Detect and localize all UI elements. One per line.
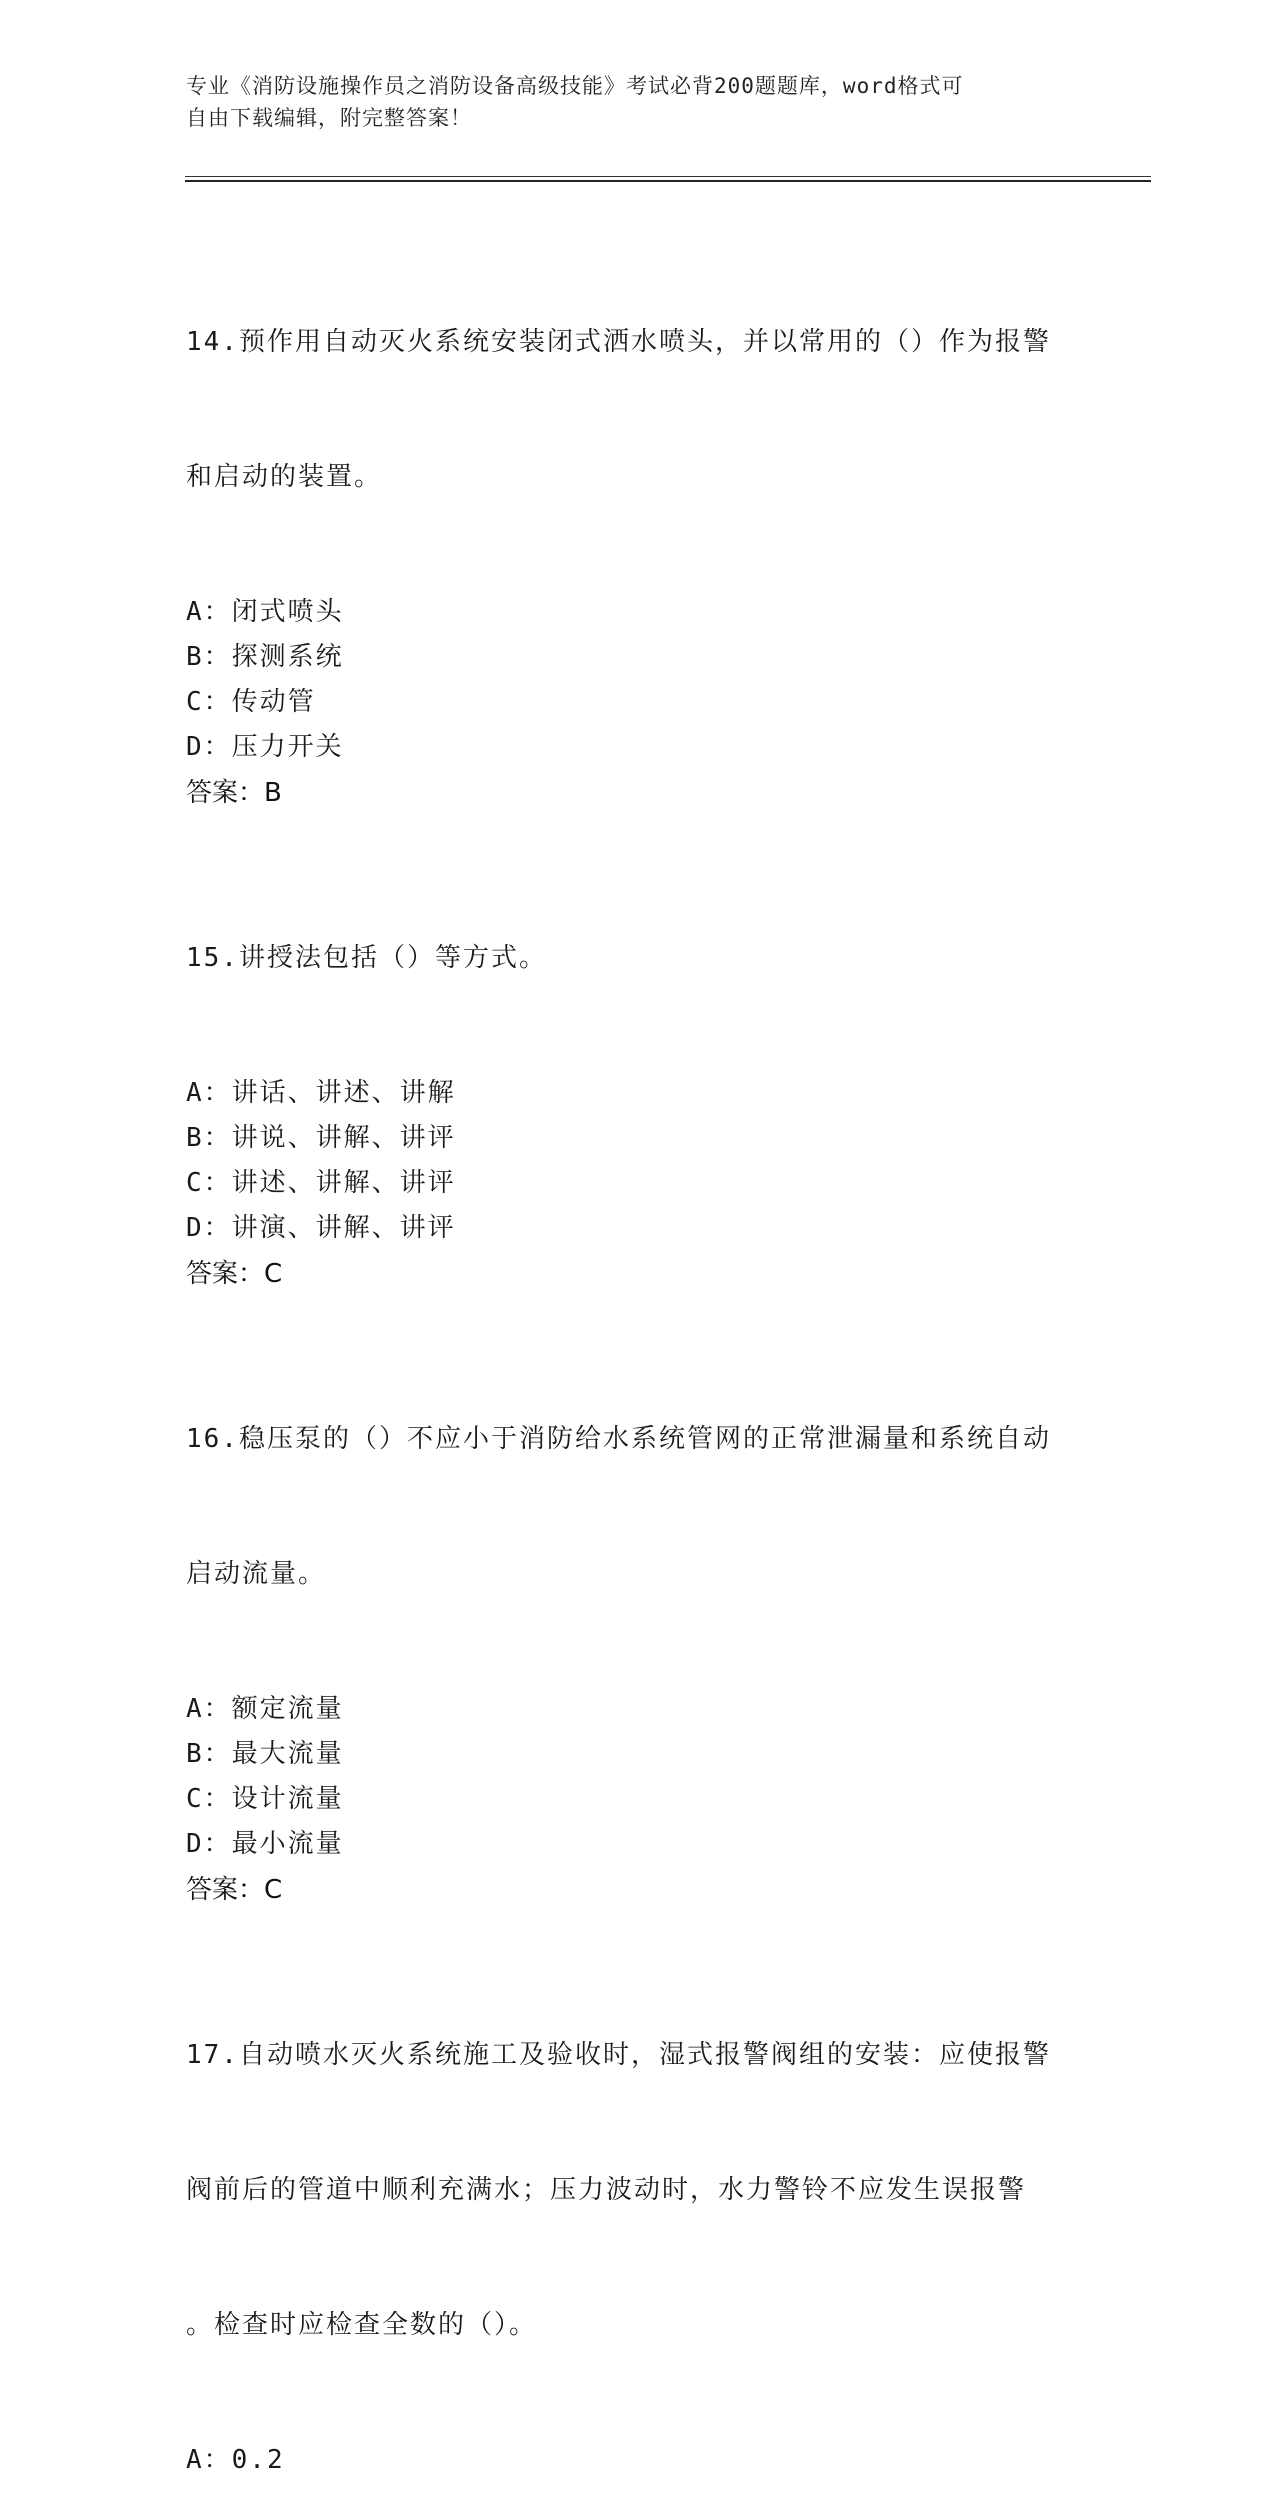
option-a bbox=[186, 590, 1086, 635]
question-17 bbox=[186, 1943, 1086, 2483]
option-text: 讲述、讲解、讲评 bbox=[231, 1168, 456, 1198]
option-letter: C： bbox=[186, 1168, 232, 1198]
answer-line: 答案：B bbox=[186, 778, 282, 808]
question-list bbox=[186, 230, 1086, 2513]
option-letter: C： bbox=[186, 1784, 232, 1814]
option-text: 传动管 bbox=[231, 687, 316, 717]
option-letter: A： bbox=[186, 2445, 232, 2475]
header-divider-thin bbox=[185, 176, 1151, 177]
header-line-2: 自由下载编辑，附完整答案！ bbox=[186, 106, 472, 130]
option-letter: A： bbox=[186, 1694, 232, 1724]
question-stem bbox=[186, 1327, 1086, 1687]
option-text: 设计流量 bbox=[231, 1784, 344, 1814]
option-c bbox=[186, 1777, 1086, 1822]
option-text: 探测系统 bbox=[231, 642, 344, 672]
option-letter: C： bbox=[186, 687, 232, 717]
option-d bbox=[186, 1206, 1086, 1251]
question-stem bbox=[186, 846, 1086, 1071]
option-text: 最大流量 bbox=[231, 1739, 344, 1769]
document-header bbox=[186, 70, 1066, 134]
option-b bbox=[186, 1732, 1086, 1777]
option-letter: D： bbox=[186, 732, 232, 762]
option-a bbox=[186, 1071, 1086, 1116]
question-stem-line: 15.讲授法包括（）等方式。 bbox=[186, 943, 547, 973]
option-a bbox=[186, 1687, 1086, 1732]
option-letter: D： bbox=[186, 1213, 232, 1243]
question-stem bbox=[186, 230, 1086, 590]
header-divider-thick bbox=[185, 180, 1151, 182]
option-text: 讲话、讲述、讲解 bbox=[231, 1078, 456, 1108]
question-stem-line: 17.自动喷水灭火系统施工及验收时，湿式报警阀组的安装：应使报警 bbox=[186, 2040, 1051, 2070]
option-letter: A： bbox=[186, 1078, 232, 1108]
question-stem-line: 和启动的装置。 bbox=[186, 462, 383, 492]
option-d bbox=[186, 1822, 1086, 1867]
option-text: 0.2 bbox=[231, 2445, 285, 2475]
option-text: 闭式喷头 bbox=[231, 597, 344, 627]
option-letter: D： bbox=[186, 1829, 232, 1859]
question-14 bbox=[186, 230, 1086, 816]
option-letter: B： bbox=[186, 642, 232, 672]
option-text: 讲演、讲解、讲评 bbox=[231, 1213, 456, 1243]
option-letter: B： bbox=[186, 1739, 232, 1769]
question-stem bbox=[186, 1943, 1086, 2438]
option-c bbox=[186, 1161, 1086, 1206]
question-16 bbox=[186, 1327, 1086, 1913]
option-text: 最小流量 bbox=[231, 1829, 344, 1859]
question-stem-line: 14.预作用自动灭火系统安装闭式洒水喷头，并以常用的（）作为报警 bbox=[186, 327, 1051, 357]
option-c bbox=[186, 680, 1086, 725]
option-a bbox=[186, 2438, 1086, 2483]
option-letter: A： bbox=[186, 597, 232, 627]
option-text: 压力开关 bbox=[231, 732, 344, 762]
header-line-1: 专业《消防设施操作员之消防设备高级技能》考试必背200题题库，word格式可 bbox=[186, 74, 964, 98]
option-d bbox=[186, 725, 1086, 770]
question-15 bbox=[186, 846, 1086, 1297]
answer-line: 答案：C bbox=[186, 1875, 283, 1905]
question-stem-line: 启动流量。 bbox=[186, 1559, 327, 1589]
option-b bbox=[186, 635, 1086, 680]
question-stem-line: 16.稳压泵的（）不应小于消防给水系统管网的正常泄漏量和系统自动 bbox=[186, 1424, 1051, 1454]
option-letter: B： bbox=[186, 1123, 232, 1153]
question-stem-line: 阀前后的管道中顺利充满水；压力波动时，水力警铃不应发生误报警 bbox=[186, 2175, 1027, 2205]
question-stem-line: 。检查时应检查全数的（）。 bbox=[186, 2310, 538, 2340]
option-text: 讲说、讲解、讲评 bbox=[231, 1123, 456, 1153]
option-text: 额定流量 bbox=[231, 1694, 344, 1724]
answer-line: 答案：C bbox=[186, 1259, 283, 1289]
option-b bbox=[186, 1116, 1086, 1161]
